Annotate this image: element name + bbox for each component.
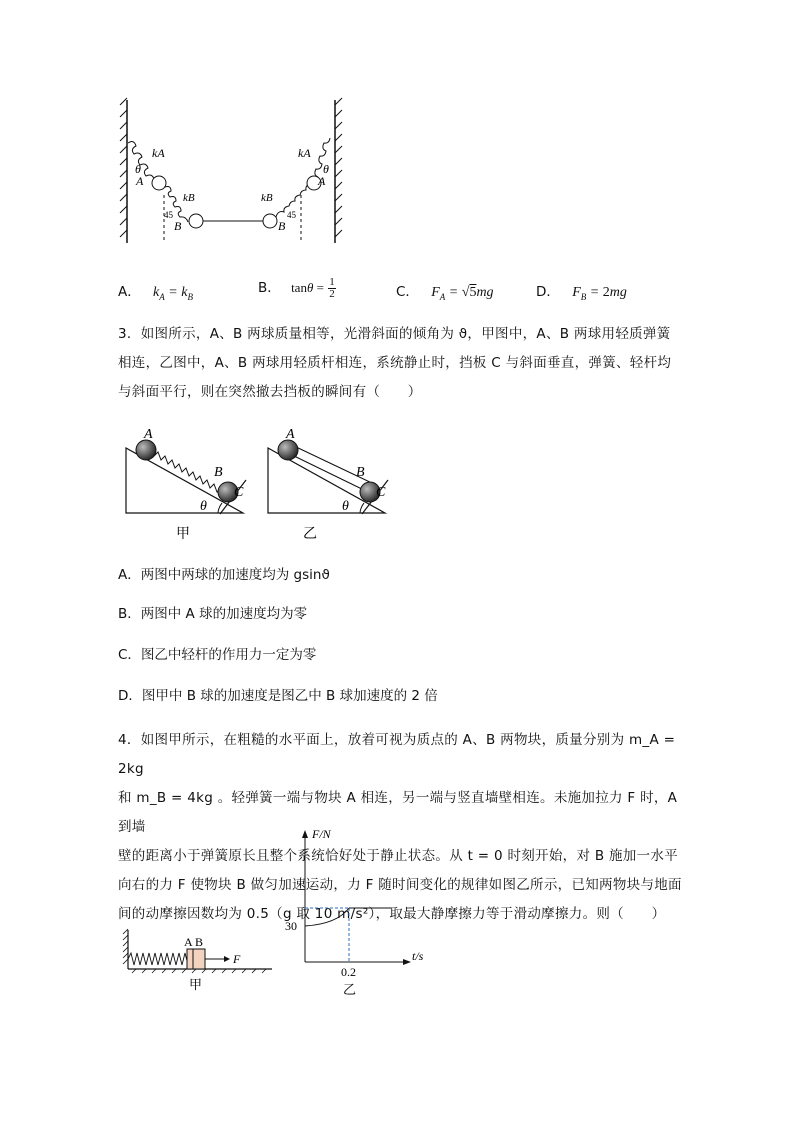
q4-ytick: 30 bbox=[285, 919, 297, 933]
label-B-right: B bbox=[278, 219, 286, 233]
q3-option-a[interactable] bbox=[118, 565, 330, 585]
label-kB-left: kB bbox=[183, 192, 195, 204]
option-letter: A． bbox=[118, 567, 141, 583]
q3-caption-right: 乙 bbox=[303, 527, 317, 542]
force-curve bbox=[305, 908, 349, 926]
q4-figure-right bbox=[285, 826, 435, 998]
q2-option-b[interactable]: B． tanθ = $\frac{1}{2}$ bbox=[258, 275, 335, 300]
option-letter: B． bbox=[258, 280, 281, 296]
q4-caption-left: 甲 bbox=[189, 977, 203, 992]
option-letter: C． bbox=[118, 647, 141, 663]
q4-stem-line: 壁的距离小于弹簧原长且整个系统恰好处于静止状态。从 t = 0 时刻开始，对 B 施加一水平 bbox=[118, 848, 679, 864]
q3-stem-line: 相连，乙图中，A、B 两球用轻质杆相连，系统静止时，挡板 C 与斜面垂直，弹簧、轻杆均 bbox=[118, 355, 672, 371]
option-letter: D． bbox=[536, 284, 560, 300]
label-45-right: 45 bbox=[287, 210, 296, 220]
option-text: 图甲中 B 球的加速度是图乙中 B 球加速度的 2 倍 bbox=[141, 688, 438, 704]
q4-stem-line: 4．如图甲所示，在粗糙的水平面上，放着可视为质点的 A、B 两物块，质量分别为 m_A = 2kg bbox=[118, 732, 676, 777]
q3-label-C-left: C bbox=[234, 485, 244, 500]
q3-figure bbox=[118, 420, 408, 545]
option-text: 两图中 A 球的加速度均为零 bbox=[140, 606, 308, 622]
q4-label-F: F bbox=[233, 952, 241, 966]
q3-stem-line: 与斜面平行，则在突然撤去挡板的瞬间有（ ） bbox=[118, 384, 422, 400]
label-theta-left: θ bbox=[135, 162, 141, 176]
q2-option-a[interactable]: A． $k_A = k_B$ bbox=[118, 284, 193, 302]
q4-caption-right: 乙 bbox=[343, 982, 357, 997]
q2-option-c[interactable]: C． $F_A = √5mg$ bbox=[396, 284, 494, 302]
q3-stem-line: 3．如图所示，A、B 两球质量相等，光滑斜面的倾角为 ϑ，甲图中，A、B 两球用轻质弹簧 bbox=[118, 326, 671, 342]
q4-label-AB: A B bbox=[184, 935, 204, 949]
q3-label-A-right: A bbox=[286, 427, 295, 442]
q4-stem-line: 向右的力 F 使物块 B 做匀加速运动，力 F 随时间变化的规律如图乙所示，已知两物块与地面 bbox=[118, 877, 682, 893]
option-letter: C． bbox=[396, 284, 419, 300]
q3-label-A-left: A bbox=[144, 427, 153, 442]
q3-label-C-right: C bbox=[376, 485, 386, 500]
q4-xtick: 0.2 bbox=[341, 965, 356, 979]
label-kA-right: kA bbox=[298, 146, 311, 160]
label-kB-right: kB bbox=[261, 192, 273, 204]
q3-label-theta-left: θ bbox=[200, 499, 207, 514]
label-B-left: B bbox=[174, 219, 182, 233]
q4-stem-line: 和 m_B = 4kg 。轻弹簧一端与物块 A 相连，另一端与竖直墙壁相连。未施加拉力 F 时，A 到墙 bbox=[118, 790, 678, 835]
q3-label-theta-right: θ bbox=[342, 499, 349, 514]
q3-option-d[interactable] bbox=[118, 686, 438, 706]
label-A-left: A bbox=[136, 174, 144, 188]
option-text: 两图中两球的加速度均为 gsinϑ bbox=[140, 567, 330, 583]
q3-caption-left: 甲 bbox=[176, 527, 190, 542]
q3-label-B-right: B bbox=[356, 465, 365, 480]
q4-figure-left bbox=[122, 925, 282, 995]
q3-label-B-left: B bbox=[214, 465, 223, 480]
label-45-left: 45 bbox=[164, 210, 173, 220]
label-theta-right: θ bbox=[323, 162, 329, 176]
q4-stem-line: 间的动摩擦因数均为 0.5（g 取 10 m/s²），取最大静摩擦力等于滑动摩擦力。则（ ） bbox=[118, 906, 666, 922]
q4-ylabel: F/N bbox=[312, 827, 331, 841]
option-letter: B． bbox=[118, 606, 141, 622]
x-axis-arrow bbox=[403, 959, 411, 965]
q2-figure bbox=[118, 95, 358, 250]
y-axis-arrow bbox=[302, 830, 308, 838]
option-letter: D． bbox=[118, 688, 142, 704]
q3-option-b[interactable] bbox=[118, 604, 307, 624]
option-text: 图乙中轻杆的作用力一定为零 bbox=[140, 647, 317, 663]
option-letter: A． bbox=[118, 284, 141, 300]
label-A-right: A bbox=[318, 174, 326, 188]
label-kA-left: kA bbox=[152, 146, 165, 160]
q3-stem bbox=[118, 320, 690, 407]
q4-xlabel: t/s bbox=[412, 949, 424, 963]
q3-option-c[interactable] bbox=[118, 645, 316, 665]
q2-option-d[interactable]: D． $F_B = 2mg$ bbox=[536, 284, 627, 302]
